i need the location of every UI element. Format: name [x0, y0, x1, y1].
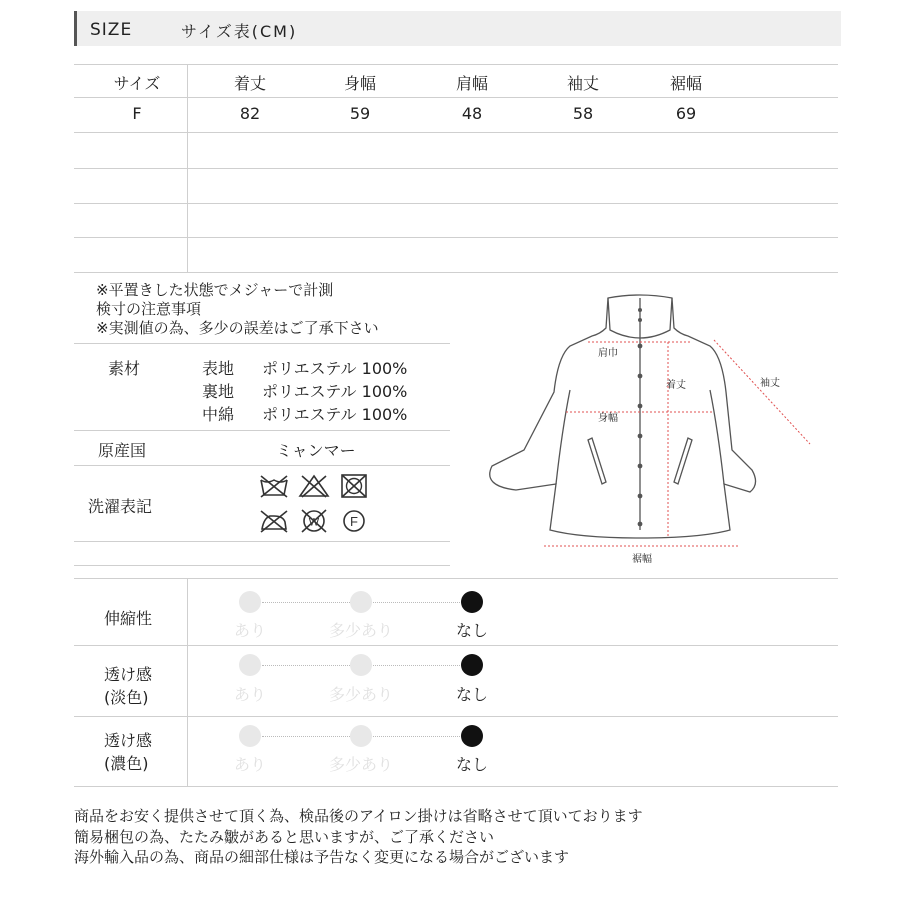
washing-label: 洗濯表記: [88, 497, 153, 516]
rating-label: 伸縮性: [104, 609, 153, 628]
material-part: 裏地: [202, 382, 235, 401]
rule: [74, 97, 838, 98]
rating-dot: [350, 654, 372, 676]
material-label: 素材: [108, 359, 141, 378]
rule: [74, 645, 838, 646]
rule: [187, 578, 188, 786]
footer-note-line: 商品をお安く提供させて頂く為、検品後のアイロン掛けは省略させて頂いております: [74, 807, 643, 825]
size-heading: SIZE: [90, 20, 133, 40]
diagram-label-length: 着丈: [666, 380, 686, 391]
rule: [74, 132, 838, 133]
note-line: ※平置きした状態でメジャーで計測: [96, 281, 334, 299]
note-line: 検寸の注意事項: [96, 300, 202, 318]
rule: [74, 465, 450, 466]
rule: [74, 541, 450, 542]
rating-label: (淡色): [104, 688, 149, 707]
diagram-label-shoulder: 肩巾: [598, 348, 618, 359]
no-bleach-icon: [298, 473, 330, 499]
rating-option: 多少あり: [328, 621, 393, 640]
rating-dot-selected: [461, 591, 483, 613]
table-cell: 82: [239, 104, 261, 123]
rule: [74, 343, 450, 344]
origin-label: 原産国: [98, 441, 147, 460]
rule: [74, 716, 838, 717]
rating-dot-selected: [461, 654, 483, 676]
material-value: ポリエステル 100%: [262, 359, 408, 378]
rating-option: あり: [233, 621, 266, 640]
no-wet-clean-icon: [298, 508, 330, 534]
footer-note-line: 海外輸入品の為、商品の細部仕様は予告なく変更になる場合がございます: [74, 848, 570, 866]
rating-option-selected: なし: [455, 621, 488, 640]
rule: [74, 430, 450, 431]
material-part: 中綿: [202, 405, 235, 424]
rating-option: あり: [233, 755, 266, 774]
column-header-chest: 身幅: [343, 74, 376, 93]
rule: [74, 786, 838, 787]
diagram-label-sleeve: 袖丈: [760, 378, 780, 389]
rating-option-selected: なし: [455, 685, 488, 704]
rating-dot-selected: [461, 725, 483, 747]
table-cell: F: [132, 104, 142, 123]
column-header-shoulder: 肩幅: [455, 74, 488, 93]
rating-label: (濃色): [104, 754, 149, 773]
no-iron-icon: [258, 508, 290, 534]
footer-note-line: 簡易梱包の為、たたみ皺があると思いますが、ご了承ください: [74, 828, 495, 846]
rule: [74, 237, 838, 238]
origin-value: ミャンマー: [276, 441, 356, 460]
diagram-label-chest: 身幅: [598, 413, 618, 424]
rating-dot: [350, 725, 372, 747]
rating-option-selected: なし: [455, 755, 488, 774]
table-cell: 48: [461, 104, 483, 123]
rating-dot: [239, 591, 261, 613]
dry-clean-f-icon: [338, 508, 370, 534]
column-header-size: サイズ: [113, 74, 161, 93]
material-part: 表地: [202, 359, 235, 378]
diagram-label-hem: 裾幅: [632, 554, 652, 565]
rating-option: 多少あり: [328, 685, 393, 704]
table-cell: 69: [675, 104, 697, 123]
rule: [74, 168, 838, 169]
coat-measurement-diagram: [470, 280, 830, 570]
column-header-length: 着丈: [233, 74, 266, 93]
material-value: ポリエステル 100%: [262, 382, 408, 401]
material-value: ポリエステル 100%: [262, 405, 408, 424]
no-tumble-dry-icon: [338, 473, 370, 499]
rating-dot: [239, 654, 261, 676]
rating-dot: [350, 591, 372, 613]
rule: [187, 64, 188, 272]
rating-dot: [239, 725, 261, 747]
rating-option: あり: [233, 685, 266, 704]
rating-option: 多少あり: [328, 755, 393, 774]
rule: [74, 203, 838, 204]
svg-text:W: W: [308, 516, 320, 529]
rule: [74, 64, 838, 65]
svg-text:F: F: [350, 514, 358, 529]
rating-label: 透け感: [104, 731, 153, 750]
column-header-sleeve: 袖丈: [566, 74, 599, 93]
rule: [74, 578, 838, 579]
note-line: ※実測値の為、多少の誤差はご了承下さい: [96, 319, 379, 337]
rule: [74, 272, 838, 273]
section-header: [74, 11, 841, 46]
no-wash-icon: [258, 473, 290, 499]
size-table-subtitle: サイズ表(CM): [181, 22, 298, 41]
table-cell: 58: [572, 104, 594, 123]
coat-illustration: [470, 280, 830, 570]
rule: [74, 565, 450, 566]
column-header-hem: 裾幅: [669, 74, 702, 93]
table-cell: 59: [349, 104, 371, 123]
rating-label: 透け感: [104, 665, 153, 684]
